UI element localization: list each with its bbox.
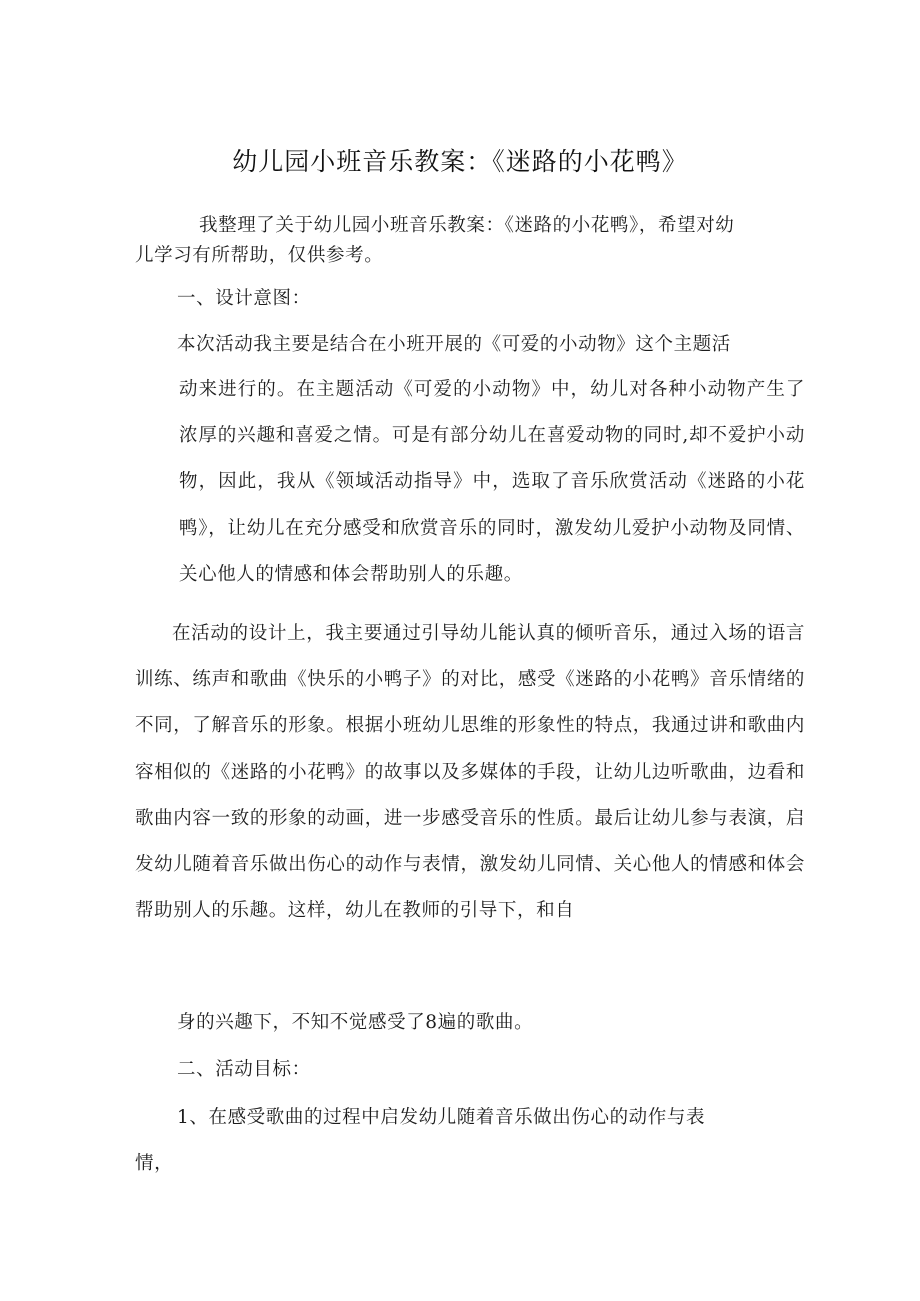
goal-1-line-1: 1、在感受歌曲的过程中启发幼儿随着音乐做出伤心的动作与表 <box>177 1107 706 1128</box>
paragraph-2: 在活动的设计上，我主要通过引导幼儿能认真的倾听音乐，通过入场的语言训练、练声和歌曲《快乐的小鸭子》的对比，感受《迷路的小花鸭》音乐情绪的不同，了解音乐的形象。根据小班幼儿思维的形象性的特点，我通过讲和歌曲内容相似的《迷路的小花鸭》的故事以及多媒体的手段，让幼儿边听歌曲，边看和歌曲内容一致的形象的动画，进一步感受音乐的性质。最后让幼儿参与表演，启发幼儿随着音乐做出伤心的动作与表情，激发幼儿同情、关心他人的情感和体会帮助别人的乐趣。这样，幼儿在教师的引导下，和自 <box>135 623 805 922</box>
section-heading-goals: 二、活动目标： <box>177 1059 311 1080</box>
section-heading-design-intent: 一、设计意图： <box>177 288 311 309</box>
intro-line-2: 儿学习有所帮助，仅供参考。 <box>135 245 384 266</box>
intro-line-1: 我整理了关于幼儿园小班音乐教案：《迷路的小花鸭》，希望对幼 <box>199 215 735 236</box>
paragraph-1-line-1: 本次活动我主要是结合在小班开展的《可爱的小动物》这个主题活 <box>177 334 731 355</box>
paragraph-1-body: 动来进行的。在主题活动《可爱的小动物》中，幼儿对各种小动物产生了浓厚的兴趣和喜爱之情。可是有部分幼儿在喜爱动物的同时,却不爱护小动物，因此，我从《领域活动指导》中，选取了音乐欣赏活动《迷路的小花鸭》，让幼儿在充分感受和欣赏音乐的同时，激发幼儿爱护小动物及同情、关心他人的情感和体会帮助别人的乐趣。 <box>179 379 805 585</box>
goal-1-line-2: 情， <box>135 1153 174 1174</box>
document-title: 幼儿园小班音乐教案：《迷路的小花鸭》 <box>232 147 688 176</box>
paragraph-3: 身的兴趣下，不知不觉感受了8遍的歌曲。 <box>177 1012 534 1033</box>
paragraph-1-continued <box>135 367 805 598</box>
